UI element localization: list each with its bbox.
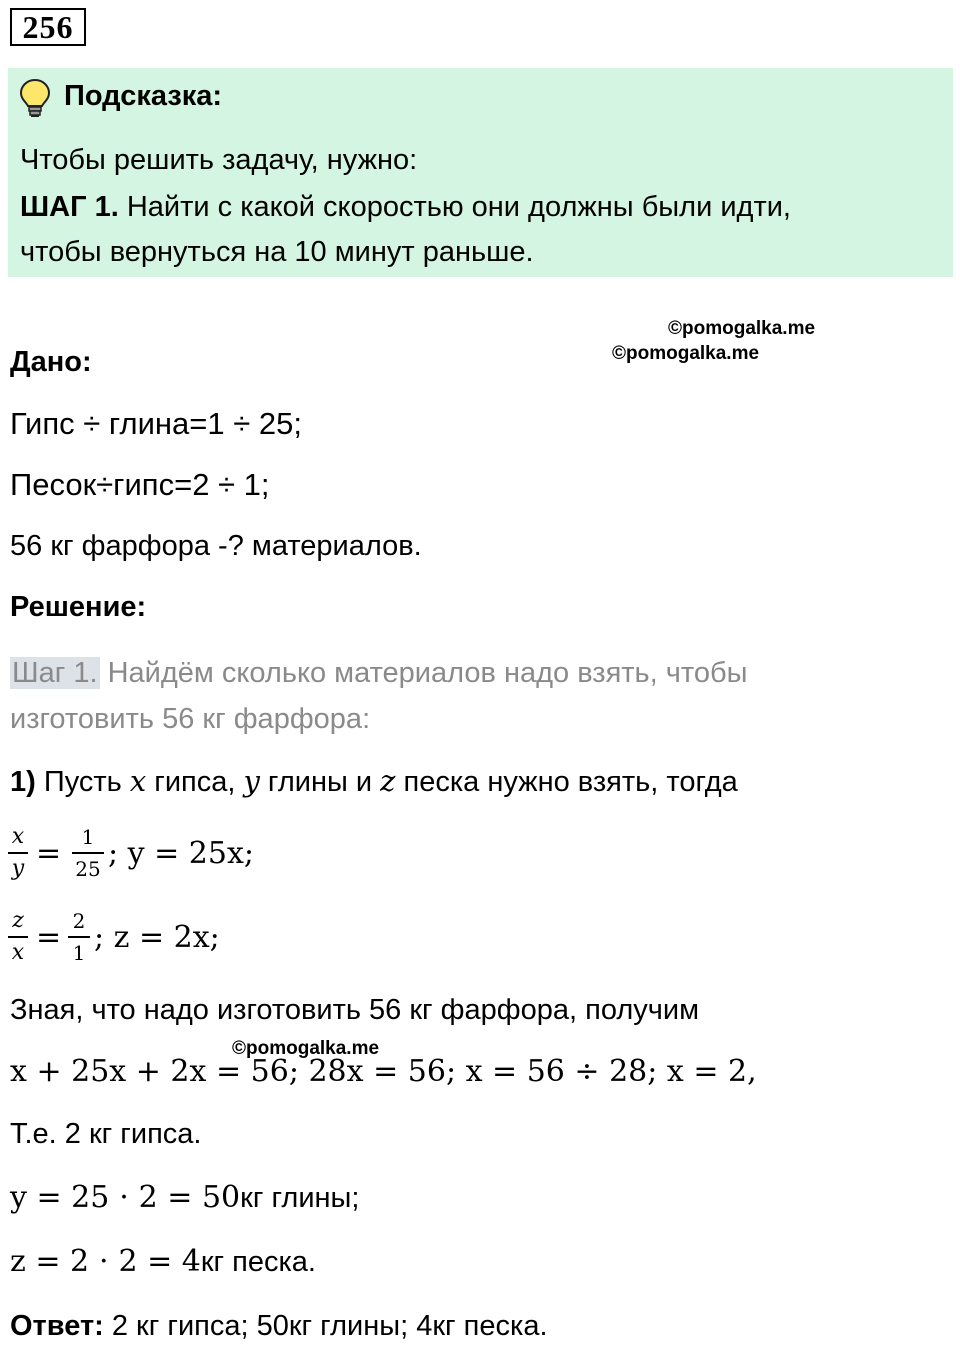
point-1-text: гипса, <box>146 766 244 798</box>
equation-z: ; z = 2x; <box>94 920 220 955</box>
lightbulb-icon <box>18 78 52 118</box>
hint-title: Подсказка: <box>64 80 223 112</box>
fraction-numerator: z <box>12 908 24 933</box>
solution-step-line1 <box>10 657 747 690</box>
fraction-1-over-25 <box>72 824 104 882</box>
z-unit: кг песка. <box>200 1246 316 1278</box>
point-1-text: песка нужно взять, тогда <box>395 766 738 798</box>
fraction-numerator: 1 <box>81 825 95 849</box>
y-unit: кг глины; <box>240 1182 360 1214</box>
y-calc: y = 25 ⋅ 2 = 50 <box>10 1180 241 1215</box>
given-line: Песок÷гипс=2 ÷ 1; <box>10 467 270 502</box>
given-line: 56 кг фарфора -? материалов. <box>10 530 422 562</box>
var-y: y <box>243 764 260 798</box>
watermark: ©pomogalka.me <box>668 318 816 339</box>
answer-text: 2 кг гипса; 50кг глины; 4кг песка. <box>103 1310 548 1342</box>
fraction-denominator: 1 <box>72 941 86 965</box>
watermark: ©pomogalka.me <box>612 343 760 364</box>
equals-sign: = <box>36 920 62 955</box>
fraction-numerator: 2 <box>72 909 86 933</box>
hint-step-line2: чтобы вернуться на 10 минут раньше. <box>20 236 534 268</box>
point-1-text: Пусть <box>35 766 130 798</box>
var-z: z <box>380 764 396 798</box>
main-equation: x + 25x + 2x = 56; 28x = 56; x = 56 ÷ 28; x = 2, <box>10 1054 757 1089</box>
hint-step-line1 <box>20 191 791 224</box>
y-result <box>10 1180 359 1215</box>
hint-intro: Чтобы решить задачу, нужно: <box>20 144 418 176</box>
equals-sign: = <box>36 836 62 871</box>
hint-step-text: Найти с какой скоростью они должны были идти, <box>118 191 791 223</box>
z-calc: z = 2 ⋅ 2 = 4 <box>10 1244 201 1279</box>
given-line: Гипс ÷ глина=1 ÷ 25; <box>10 406 302 441</box>
point-1 <box>10 764 738 799</box>
solution-title: Решение: <box>10 591 147 623</box>
answer-label: Ответ: <box>10 1310 104 1342</box>
point-1-text: глины и <box>259 766 381 798</box>
fraction-denominator: y <box>11 856 25 881</box>
fraction-denominator: 25 <box>75 857 101 881</box>
answer <box>10 1310 548 1343</box>
ie-text: Т.е. 2 кг гипса. <box>10 1118 202 1150</box>
fraction-numerator: x <box>11 824 25 849</box>
fraction-2-over-1 <box>68 908 90 966</box>
solution-step-line2: изготовить 56 кг фарфора: <box>10 703 371 735</box>
fraction-x-over-y <box>8 824 28 882</box>
solution-step-label: Шаг 1. <box>12 657 98 689</box>
solution-step-text: Найдём сколько материалов надо взять, чтобы <box>99 657 748 689</box>
watermark: ©pomogalka.me <box>232 1038 380 1059</box>
z-result <box>10 1244 316 1279</box>
fraction-z-over-x <box>8 908 28 966</box>
given-title: Дано: <box>10 346 92 378</box>
knowing-text: Зная, что надо изготовить 56 кг фарфора, получим <box>10 994 700 1026</box>
hint-step-label: ШАГ 1. <box>20 191 119 223</box>
var-x: x <box>129 764 147 798</box>
problem-number: 256 <box>10 8 86 46</box>
equation-y: ; y = 25x; <box>108 836 255 871</box>
point-1-label: 1) <box>10 766 36 798</box>
fraction-denominator: x <box>11 940 25 965</box>
